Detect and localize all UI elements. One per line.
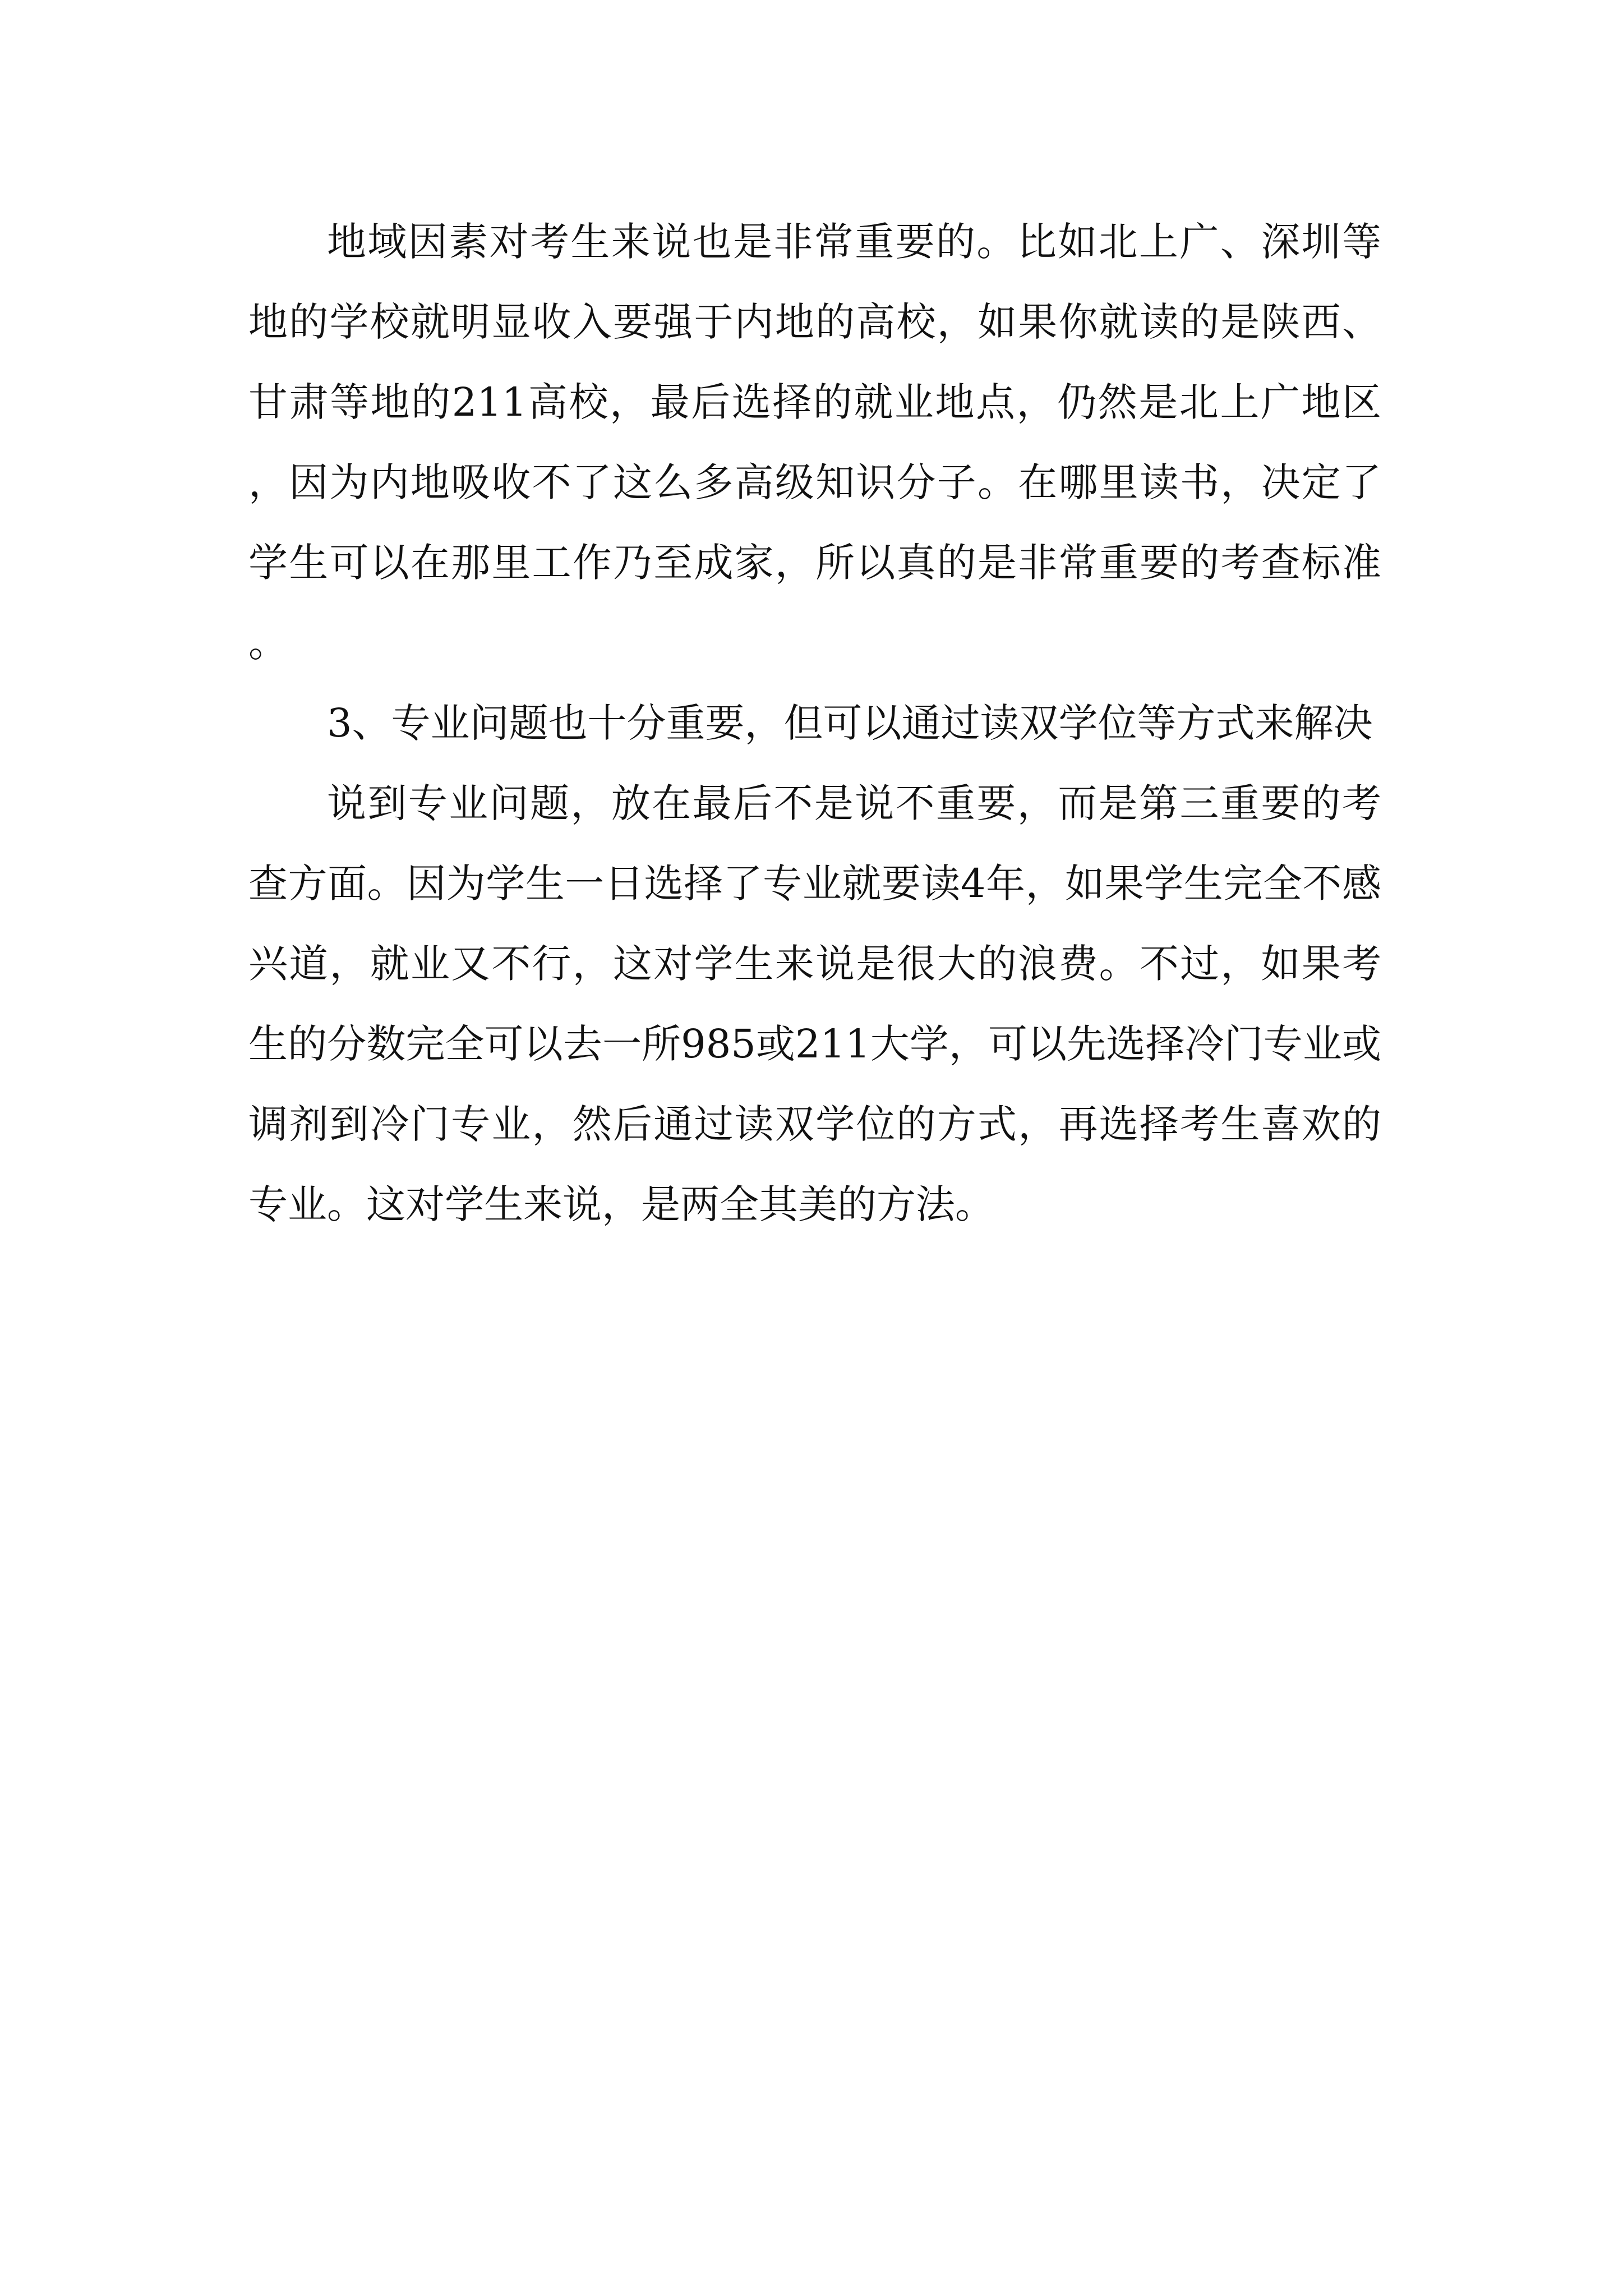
section-heading-major: 3、专业问题也十分重要，但可以通过读双学位等方式来解决 [327, 700, 1373, 746]
paragraph-major-issue: 说到专业问题，放在最后不是说不重要，而是第三重要的考查方面。因为学生一日选择了专业就要读4年，如果学生完全不感兴道，就业又不行，这对学生来说是很大的浪费。不过，如果考生的分数完全可以去一所985或211大学，可以先选择冷门专业或调剂到冷门专业，然后通过读双学位的方式，再选择考生喜欢的专业。这对学生来说，是两全其美的方法。 [248, 780, 1381, 1227]
document-body [248, 202, 1381, 1245]
paragraph-regional-factors: 地域因素对考生来说也是非常重要的。比如北上广、深圳等地的学校就明显收入要强于内地的高校，如果你就读的是陕西、甘肃等地的211高校，最后选择的就业地点，仍然是北上广地区 ，因为内地吸收不了这么多高级知识分子。在哪里读书，决定了学生可以在那里工作乃至成家，所以真的是非常重要的考查标准。 [248, 219, 1381, 666]
